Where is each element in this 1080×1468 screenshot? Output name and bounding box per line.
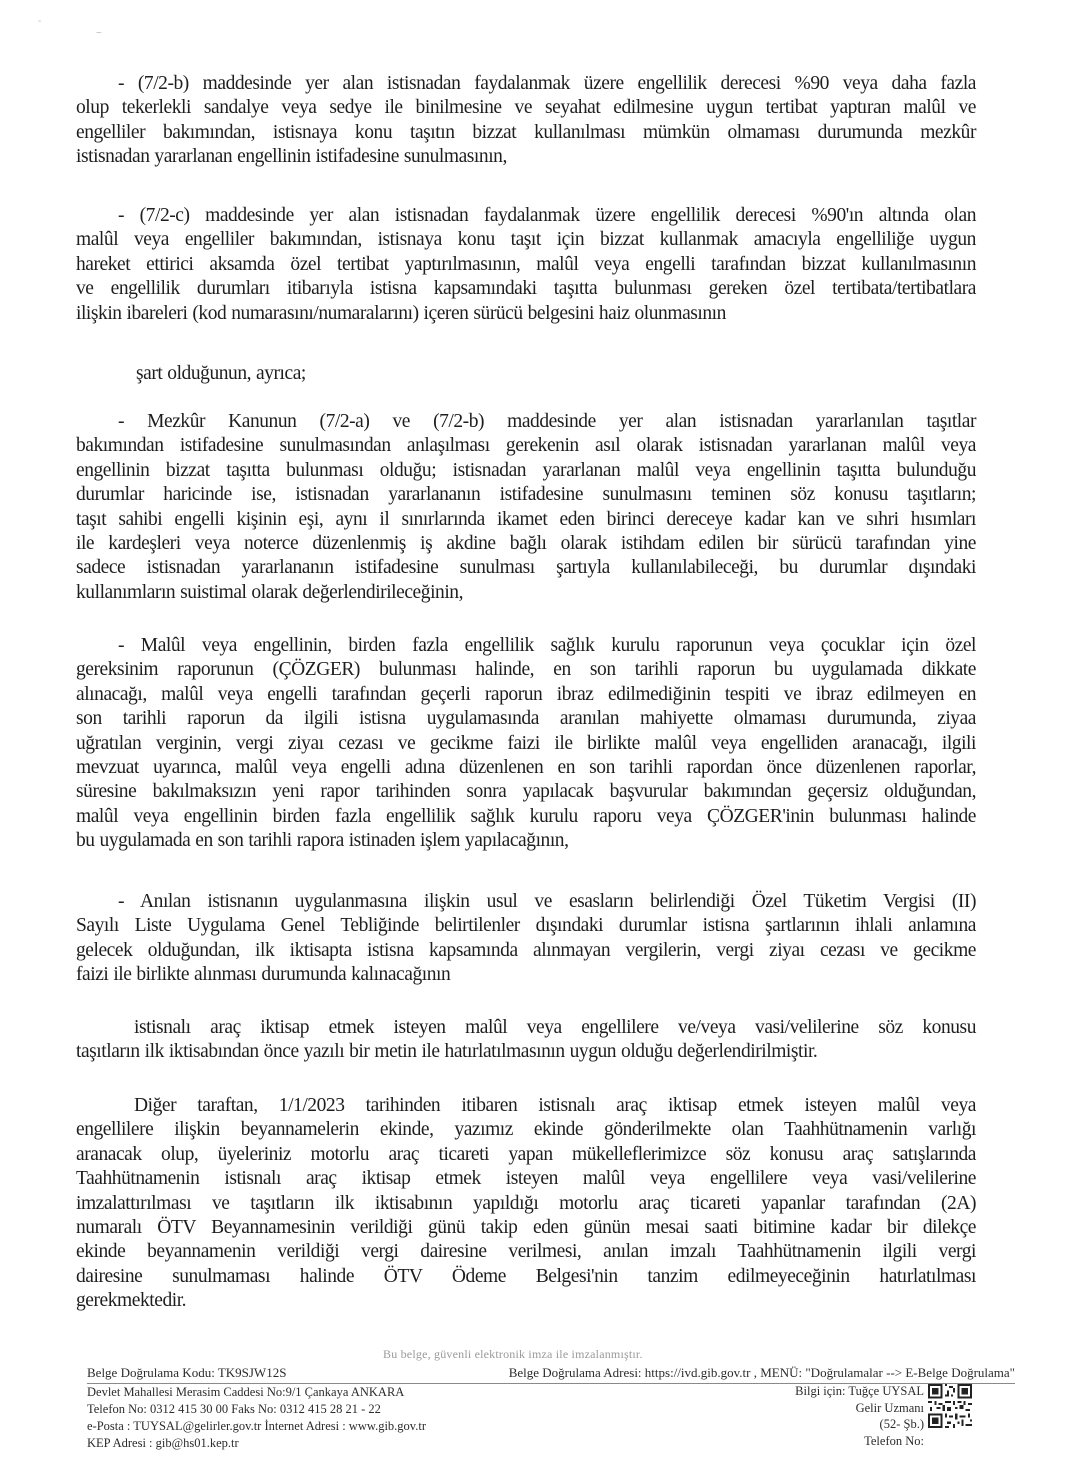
text-line: kullanımların suistimal olarak değerlendirileceğinin, xyxy=(76,581,464,603)
text-line: Diğer taraftan, 1/1/2023 tarihinden itibaren istisnalı araç iktisap etmek isteyen malûl veya xyxy=(134,1095,976,1116)
verification-code: Belge Doğrulama Kodu: TK9SJW12S xyxy=(87,1365,287,1380)
paragraph-sart xyxy=(76,362,976,386)
scan-artifact: - xyxy=(38,16,42,27)
text-line: gelecek olduğundan, ilk iktisapta istisna kapsamında alınmayan vergilerin, vergi ziyaı cezası ve gecikme xyxy=(76,939,976,961)
text-line: istisnalı araç iktisap etmek isteyen malûl veya engellilere ve/veya vasi/velilerine söz konusu xyxy=(134,1017,976,1038)
text-line: ekinde beyannamenin verildiği vergi dairesine verilmesi, anılan imzalı Taahhütnamenin ilgili vergi xyxy=(76,1241,976,1263)
contact-name: Bilgi için: Tuğçe UYSAL xyxy=(795,1384,924,1398)
verification-row xyxy=(87,1363,1015,1384)
text-line: Taahhütnamenin istisnalı araç iktisap etmek isteyen malûl veya engellilere veya vasi/velilerine xyxy=(76,1168,976,1190)
paragraph-anilan-istisna xyxy=(76,890,976,988)
text-line: numaralı ÖTV Beyannamesinin verildiği günü takip eden günün mesai saati bitimine kadar bir dilekçe xyxy=(76,1217,976,1239)
text-line: hareket ettirici aksamda özel tertibat yaptırılmasının, malûl veya engelli tarafından bizzat kullanılmasının xyxy=(76,253,976,275)
text-line: sadece istisnadan yararlananın istifadesine sunulması şartıyla kullanılabileceği, bu durumlar dışındaki xyxy=(76,557,976,579)
contact-info-block xyxy=(795,1383,924,1449)
text-line: ilişkin ibareleri (kod numarasını/numaralarını) içeren sürücü belgesini haiz olunmasının xyxy=(76,302,726,324)
text-line: süresine bakılmaksızın yeni rapor tarihinden sonra yapılacak başvurular bakımından geçersiz olduğundan, xyxy=(76,781,976,803)
paragraph-diger-taraftan xyxy=(76,1094,976,1314)
contact-phone: Telefon No: xyxy=(864,1433,924,1448)
text-line: - Anılan istisnanın uygulanmasına ilişkin usul ve esasların belirlendiği Özel Tüketim Vergisi (II) xyxy=(118,891,976,912)
paragraph-mezkur-kanun xyxy=(76,410,976,605)
text-line: ve engellilik durumları itibarıyla istisna kapsamındaki taşıtta bulunması gereken özel tertibata/tertibatlara xyxy=(76,278,976,300)
text-line: - (7/2-b) maddesinde yer alan istisnadan faydalanmak üzere engellilik derecesi %90 veya daha fazla xyxy=(118,73,976,94)
paragraph-istisnali-arac xyxy=(76,1016,976,1065)
text-line: bakımından istifadesine sunulmasından anlaşılması gerekenin asıl olarak istisnadan yararlanan malûl veya xyxy=(76,435,976,457)
paragraph-7-2-c xyxy=(76,204,976,326)
paragraph-malul-engelli xyxy=(76,634,976,854)
text-line: Sayılı Liste Uygulama Genel Tebliğinde belirtilenler dışındaki durumlar istisna şartlarının ihlali anlamına xyxy=(76,915,976,937)
verification-address[interactable]: Belge Doğrulama Adresi: https://ivd.gib.gov.tr , MENÜ: "Doğrulamalar --> E-Belge Doğrulama" xyxy=(508,1365,1015,1380)
text-line: - (7/2-c) maddesinde yer alan istisnadan faydalanmak üzere engellilik derecesi %90'ın altında olan xyxy=(118,205,976,226)
text-line: mevzuat uyarınca, malûl veya engelli adına düzenlenen en son tarihli rapordan önce düzenlenen raporlar, xyxy=(76,757,976,779)
text-line: alınacağı, malûl veya engelli tarafından geçerli raporun ibraz edilmediğinin tespiti ve ibraz edilmeyen en xyxy=(76,683,976,705)
text-line: taşıt sahibi engelli kişinin eşi, aynı il sınırlarında ikamet eden birinci dereceye kadar kan ve sıhri hısımları xyxy=(76,508,976,530)
text-line: malûl veya engelliler bakımından, istisnaya konu taşıt için bizzat kullanmak amacıyla engelliliğe uygun xyxy=(76,229,976,251)
text-line: son tarihli raporun da ilgili istisna uygulamasında aranılan mahiyette olmaması durumunda, ziyaa xyxy=(76,708,976,730)
paragraph-7-2-b xyxy=(76,72,976,170)
email-web-line[interactable]: e-Posta : TUYSAL@gelirler.gov.tr İnternet Adresi : www.gib.gov.tr xyxy=(87,1419,427,1433)
text-line: olup tekerlekli sandalye veya sedye ile binilmesine ve seyahat edilmesine uygun tertibat yaptıran malûl ve xyxy=(76,97,976,119)
text-line: aranacak olup, üyeleriniz motorlu araç ticareti yapan mükelleflerimizce söz konusu araç satışlarında xyxy=(76,1143,976,1165)
text-line: - Mezkûr Kanunun (7/2-a) ve (7/2-b) maddesinde yer alan istisnadan yararlanılan taşıtlar xyxy=(118,411,976,432)
text-line: faizi ile birlikte alınması durumunda kalınacağının xyxy=(76,964,451,986)
phone-fax-line: Telefon No: 0312 415 30 00 Faks No: 0312 415 28 21 - 22 xyxy=(87,1402,381,1416)
text-line: - Malûl veya engellinin, birden fazla engellilik sağlık kurulu raporunun veya çocuklar için özel xyxy=(118,635,976,656)
text-line: durumlar haricinde ise, istisnadan yararlananın istifadesine sunulmasını teminen söz konusu taşıtların; xyxy=(76,484,976,506)
text-line: engellilere ilişkin beyannamelerin ekinde, yazımız ekinde gönderilmekte olan Taahhütnamenin varlığı xyxy=(76,1119,976,1141)
contact-department: (52- Şb.) xyxy=(879,1417,924,1431)
address-line: Devlet Mahallesi Merasim Caddesi No:9/1 Çankaya ANKARA xyxy=(87,1385,405,1399)
text-line: istisnadan yararlanan engellinin istifadesine sunulmasının, xyxy=(76,146,507,168)
text-line: taşıtların ilk iktisabından önce yazılı bir metin ile hatırlatılmasının uygun olduğu değerlendirilmiştir. xyxy=(76,1041,818,1063)
text-line: malûl veya engellinin birden fazla engellilik sağlık kurulu raporu veya ÇÖZGER'inin bulunması halinde xyxy=(76,805,976,827)
text-line: engellinin bizzat taşıtta bulunması olduğu; istisnadan yararlanan malûl veya engellinin taşıtta bulunduğu xyxy=(76,459,976,481)
text-line: bu uygulamada en son tarihli rapora istinaden işlem yapılacağının, xyxy=(76,830,569,852)
contact-title: Gelir Uzmanı xyxy=(855,1400,924,1415)
text-line: engelliler bakımından, istisnaya konu taşıtın bizzat kullanılması mümkün olmaması durumunda mezkûr xyxy=(76,121,976,143)
text-line: gerekmektedir. xyxy=(76,1290,187,1312)
text-line: imzalattırılması ve taşıtların ilk iktisabının yapıldığı motorlu araç ticareti yapanlar tarafından (2A) xyxy=(76,1192,976,1214)
text-line: ile kardeşleri veya noterce düzenlenmiş iş akdine bağlı olarak istihdam edilen bir sürücü tarafından yine xyxy=(76,533,976,555)
scan-artifact: ~ xyxy=(96,28,102,39)
text-line: uğratılan verginin, vergi ziyaı cezası ve gecikme faizi ile birlikte malûl veya engelliden aranacağı, ilgili xyxy=(76,732,976,754)
kep-address-line[interactable]: KEP Adresi : gib@hs01.kep.tr xyxy=(87,1436,239,1450)
qr-code-icon xyxy=(928,1384,972,1428)
text-line: şart olduğunun, ayrıca; xyxy=(136,363,306,384)
e-signature-note: Bu belge, güvenli elektronik imza ile imzalanmıştır. xyxy=(383,1347,643,1361)
institution-address-block xyxy=(87,1384,426,1452)
text-line: gereksinim raporunun (ÇÖZGER) bulunması halinde, en son tarihli raporun bu uygulamada dikkate xyxy=(76,659,976,681)
text-line: dairesine sunulmaması halinde ÖTV Ödeme Belgesi'nin tanzim edilmeyeceğinin hatırlatılması xyxy=(76,1265,976,1287)
